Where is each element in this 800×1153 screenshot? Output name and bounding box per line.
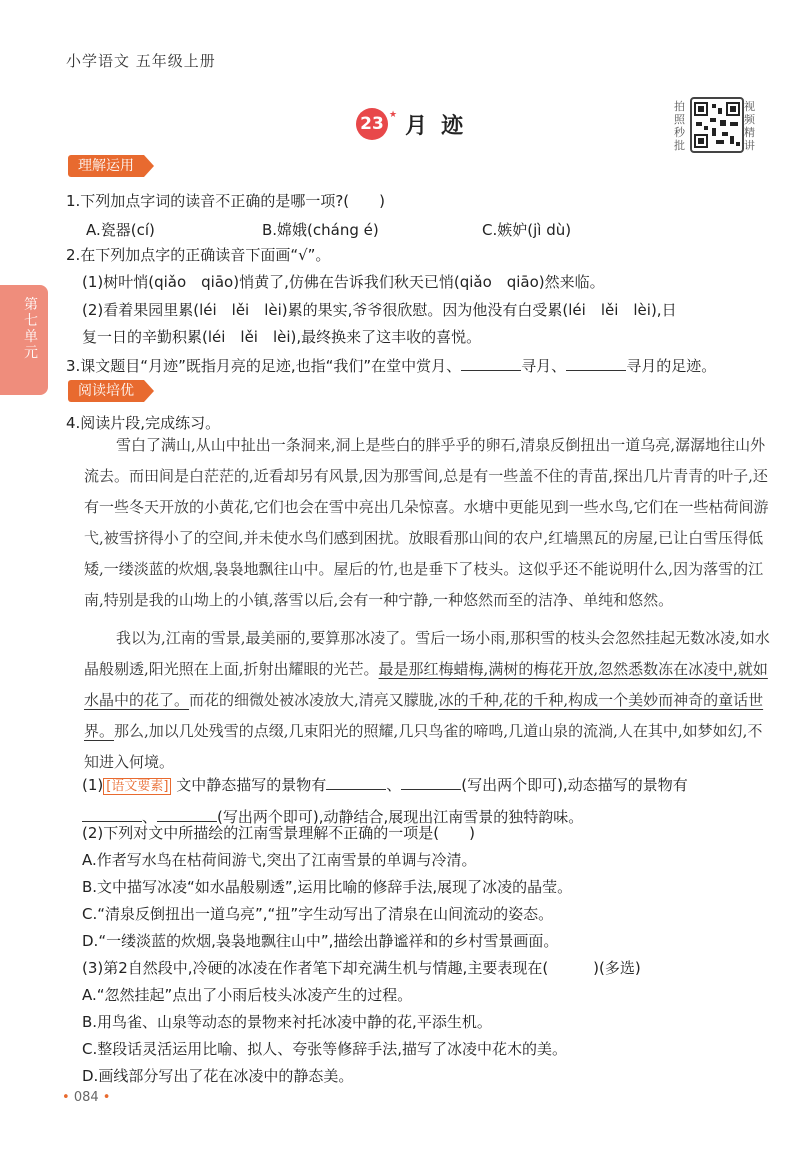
- q3-text-c: 寻月的足迹。: [626, 357, 717, 375]
- q3-blank-2[interactable]: [566, 370, 626, 371]
- dot-icon: •: [62, 1090, 70, 1105]
- passage-p2-text-c: 那么,加以几处残雪的点缀,几束阳光的照耀,几只鸟雀的啼鸣,几道山泉的流淌,人在其中,如梦如幻,不知进入何境。: [84, 722, 763, 771]
- qr-code-icon[interactable]: [690, 97, 744, 153]
- lesson-title: 月迹: [405, 113, 478, 139]
- page-number: [62, 1090, 110, 1105]
- q3-text-b: 寻月、: [521, 357, 567, 375]
- unit-side-tab: [0, 285, 48, 395]
- q2-line-3: 复一日的辛勤积累(léi lěi lèi),最终换来了这丰收的喜悦。: [82, 328, 482, 346]
- q3-text-a: 3.课文题目“月迹”既指月亮的足迹,也指“我们”在堂中赏月、: [66, 357, 462, 375]
- section-label-reading: 阅读培优: [68, 380, 144, 402]
- q4-sub1-blank-1[interactable]: [326, 789, 386, 790]
- passage-p2-text-a: 我以为,江南的雪景,最美丽的,要算那冰凌了。雪后一场小雨,那积雪的枝头会忽然挂起无数冰凌,如水晶般剔透,阳光照在上面,折射出耀眼的光芒。: [84, 629, 770, 678]
- passage-underline-1: 最是那红梅蜡梅,满树的梅花开放,忽然悉数冻在冰凌中,就如水晶中的花了。: [84, 660, 768, 709]
- q4-sub2-option-c[interactable]: C.“清泉反倒扭出一道乌亮”,“扭”字生动写出了清泉在山间流动的姿态。: [82, 905, 554, 923]
- q4-sub3-option-b[interactable]: B.用鸟雀、山泉等动态的景物来衬托冰凌中静的花,平添生机。: [82, 1013, 492, 1031]
- q4-sub1-blank-2[interactable]: [401, 789, 461, 790]
- dot-icon: •: [102, 1090, 111, 1105]
- lesson-number-badge: 23: [356, 108, 388, 140]
- q1-stem: 1.下列加点字词的读音不正确的是哪一项?( ): [66, 192, 385, 210]
- q2-line-1: (1)树叶悄(qiǎo qiāo)悄黄了,仿佛在告诉我们秋天已悄(qiǎo qiāo)然来临。: [82, 273, 605, 291]
- q4-sub2-option-a[interactable]: A.作者写水鸟在枯荷间游弋,突出了江南雪景的单调与冷清。: [82, 851, 477, 869]
- q3-line: [66, 355, 716, 376]
- q1-option-b[interactable]: B.嫦娥(cháng é): [262, 221, 379, 239]
- q4-sub2-option-b[interactable]: B.文中描写冰凌“如水晶般剔透”,运用比喻的修辞手法,展现了冰凌的晶莹。: [82, 878, 573, 896]
- q1-option-c[interactable]: C.嫉妒(jì dù): [482, 221, 572, 239]
- q4-sub2-option-d[interactable]: D.“一缕淡蓝的炊烟,袅袅地飘往山中”,描绘出静谧祥和的乡村雪景画面。: [82, 932, 559, 950]
- page-number-text: 084: [73, 1090, 99, 1105]
- q2-stem: 2.在下列加点字的正确读音下面画“√”。: [66, 246, 331, 264]
- lesson-title-block: [356, 108, 477, 140]
- q4-sub1-text-d: 、: [142, 808, 158, 826]
- q4-sub1-text-b: 、: [386, 776, 402, 794]
- q4-sub1-tag: [语文要素]: [103, 778, 171, 795]
- unit-side-tab-label: 第七单元: [24, 297, 38, 361]
- passage-paragraph-1: 雪白了满山,从山中扯出一条洞来,洞上是些白的胖乎乎的卵石,清泉反倒扭出一道乌亮,潺潺地往山外流去。而田间是白茫茫的,近看却另有风景,因为那雪间,总是有一些盖不住的青苗,探出几片青青的叶子,还有一些冬天开放的小黄花,它们也会在雪中亮出几朵惊喜。水塘中更能见到一些水鸟,它们在一些枯荷间游弋,被雪挤得小了的空间,并未使水鸟们感到困扰。放眼看那山间的农户,红墙黑瓦的房屋,已让白雪压得低矮,一缕淡蓝的炊烟,袅袅地飘往山中。屋后的竹,也是垂下了枝头。这似乎还不能说明什么,因为落雪的江南,特别是我的山坳上的小镇,落雪以后,会有一种宁静,一种悠然而至的洁净、单纯和悠然。: [84, 436, 769, 609]
- q4-stem: 4.阅读片段,完成练习。: [66, 414, 221, 432]
- q4-sub2-stem: (2)下列对文中所描绘的江南雪景理解不正确的一项是( ): [82, 824, 475, 842]
- qr-right-label: 视频精讲: [744, 100, 755, 152]
- q4-sub1-prefix: (1): [82, 776, 104, 794]
- q4-sub1-text-e: (写出两个即可),动静结合,展现出江南雪景的独特韵味。: [217, 808, 584, 826]
- passage-paragraph-2: [84, 623, 774, 778]
- q4-sub3-option-a[interactable]: A.“忽然挂起”点出了小雨后枝头冰凌产生的过程。: [82, 986, 413, 1004]
- qr-left-label: 拍照秒批: [674, 100, 685, 152]
- q4-sub3-option-c[interactable]: C.整段话灵活运用比喻、拟人、夸张等修辞手法,描写了冰凌中花木的美。: [82, 1040, 568, 1058]
- q2-line-2: (2)看着果园里累(léi lěi lèi)累的果实,爷爷很欣慰。因为他没有白受累(léi lěi lèi),日: [82, 301, 677, 319]
- book-header: 小学语文 五年级上册: [66, 52, 216, 70]
- q4-sub3-stem: (3)第2自然段中,冷硬的冰凌在作者笔下却充满生机与情趣,主要表现在( )(多选): [82, 959, 641, 977]
- star-icon: ★: [389, 110, 398, 120]
- q1-option-a[interactable]: A.瓷器(cí): [86, 221, 155, 239]
- passage-underline-2: 冰的千种,花的千种,构成一个美妙而神奇的童话世界。: [84, 691, 764, 740]
- q4-sub1-text-a: 文中静态描写的景物有: [176, 776, 327, 794]
- q4-sub1-text-c: (写出两个即可),动态描写的景物有: [461, 776, 688, 794]
- passage-p2-text-b: 而花的细微处被冰凌放大,清亮又朦胧,: [189, 691, 439, 709]
- q4-sub3-option-d[interactable]: D.画线部分写出了花在冰凌中的静态美。: [82, 1067, 354, 1085]
- q3-blank-1[interactable]: [461, 370, 521, 371]
- section-label-understanding: 理解运用: [68, 155, 144, 177]
